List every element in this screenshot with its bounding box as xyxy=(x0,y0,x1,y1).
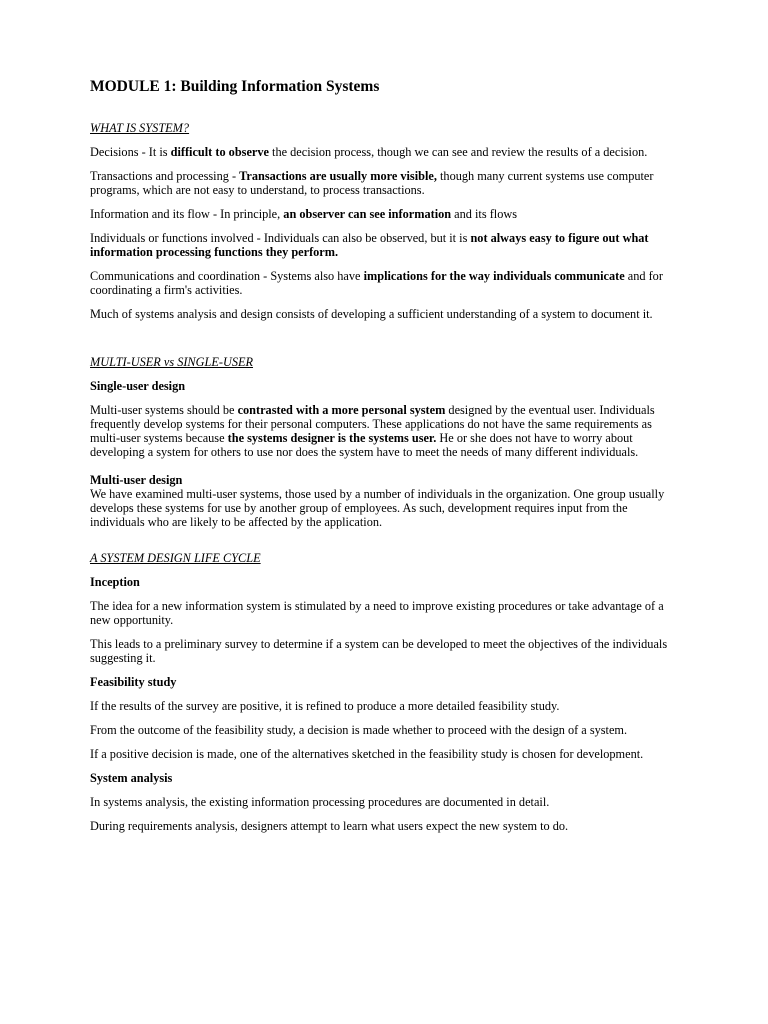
subheading-system-analysis: System analysis xyxy=(90,771,173,785)
paragraph-decisions: Decisions - It is difficult to observe the decision process, though we can see and review the results of a decision. xyxy=(90,145,648,159)
section-heading-what-is-system: WHAT IS SYSTEM? xyxy=(90,121,190,135)
section-heading-life-cycle: A SYSTEM DESIGN LIFE CYCLE xyxy=(90,551,261,565)
paragraph-individuals: Individuals or functions involved - Individuals can also be observed, but it is not always easy to figure out what information processing functions they perform. xyxy=(90,231,649,259)
paragraph-feasibility-2: From the outcome of the feasibility study, a decision is made whether to proceed with the design of a system. xyxy=(90,723,628,737)
paragraph-feasibility-1: If the results of the survey are positive, it is refined to produce a more detailed feasibility study. xyxy=(90,699,560,713)
subheading-feasibility: Feasibility study xyxy=(90,675,177,689)
paragraph-systems-analysis-summary: Much of systems analysis and design consists of developing a sufficient understanding of a system to document it. xyxy=(90,307,653,321)
paragraph-analysis-2: During requirements analysis, designers attempt to learn what users expect the new system to do. xyxy=(90,819,569,833)
paragraph-single-user: Multi-user systems should be contrasted with a more personal system designed by the eventual user. Individuals frequently develop systems for their personal computers. These applications do not have the same requirements as multi-user systems because the systems designer is the systems user. He or she does not have to worry about developing a system for others to use nor does the system have to meet the needs of many different individuals. xyxy=(90,403,655,459)
paragraph-feasibility-3: If a positive decision is made, one of the alternatives sketched in the feasibility study is chosen for development. xyxy=(90,747,644,761)
subheading-single-user: Single-user design xyxy=(90,379,186,393)
paragraph-inception-2: This leads to a preliminary survey to determine if a system can be developed to meet the objectives of the individuals suggesting it. xyxy=(90,637,668,665)
section-heading-multi-user: MULTI-USER vs SINGLE-USER xyxy=(90,355,254,369)
subheading-inception: Inception xyxy=(90,575,140,589)
paragraph-transactions: Transactions and processing - Transactions are usually more visible, though many current systems use computer programs, which are not easy to understand, to process transactions. xyxy=(90,169,654,197)
paragraph-communications: Communications and coordination - Systems also have implications for the way individuals communicate and for coordinating a firm's activities. xyxy=(90,269,663,297)
paragraph-information-flow: Information and its flow - In principle, an observer can see information and its flows xyxy=(90,207,518,221)
paragraph-inception-1: The idea for a new information system is stimulated by a need to improve existing procedures or take advantage of a new opportunity. xyxy=(90,599,664,627)
paragraph-analysis-1: In systems analysis, the existing information processing procedures are documented in detail. xyxy=(90,795,550,809)
document-body xyxy=(90,76,678,833)
subheading-multi-user: Multi-user design xyxy=(90,473,183,487)
page-title: MODULE 1: Building Information Systems xyxy=(90,78,380,95)
paragraph-multi-user: We have examined multi-user systems, those used by a number of individuals in the organization. One group usually develops these systems for use by another group of employees. As such, development requires input from the individuals who are likely to be affected by the application. xyxy=(90,487,665,529)
